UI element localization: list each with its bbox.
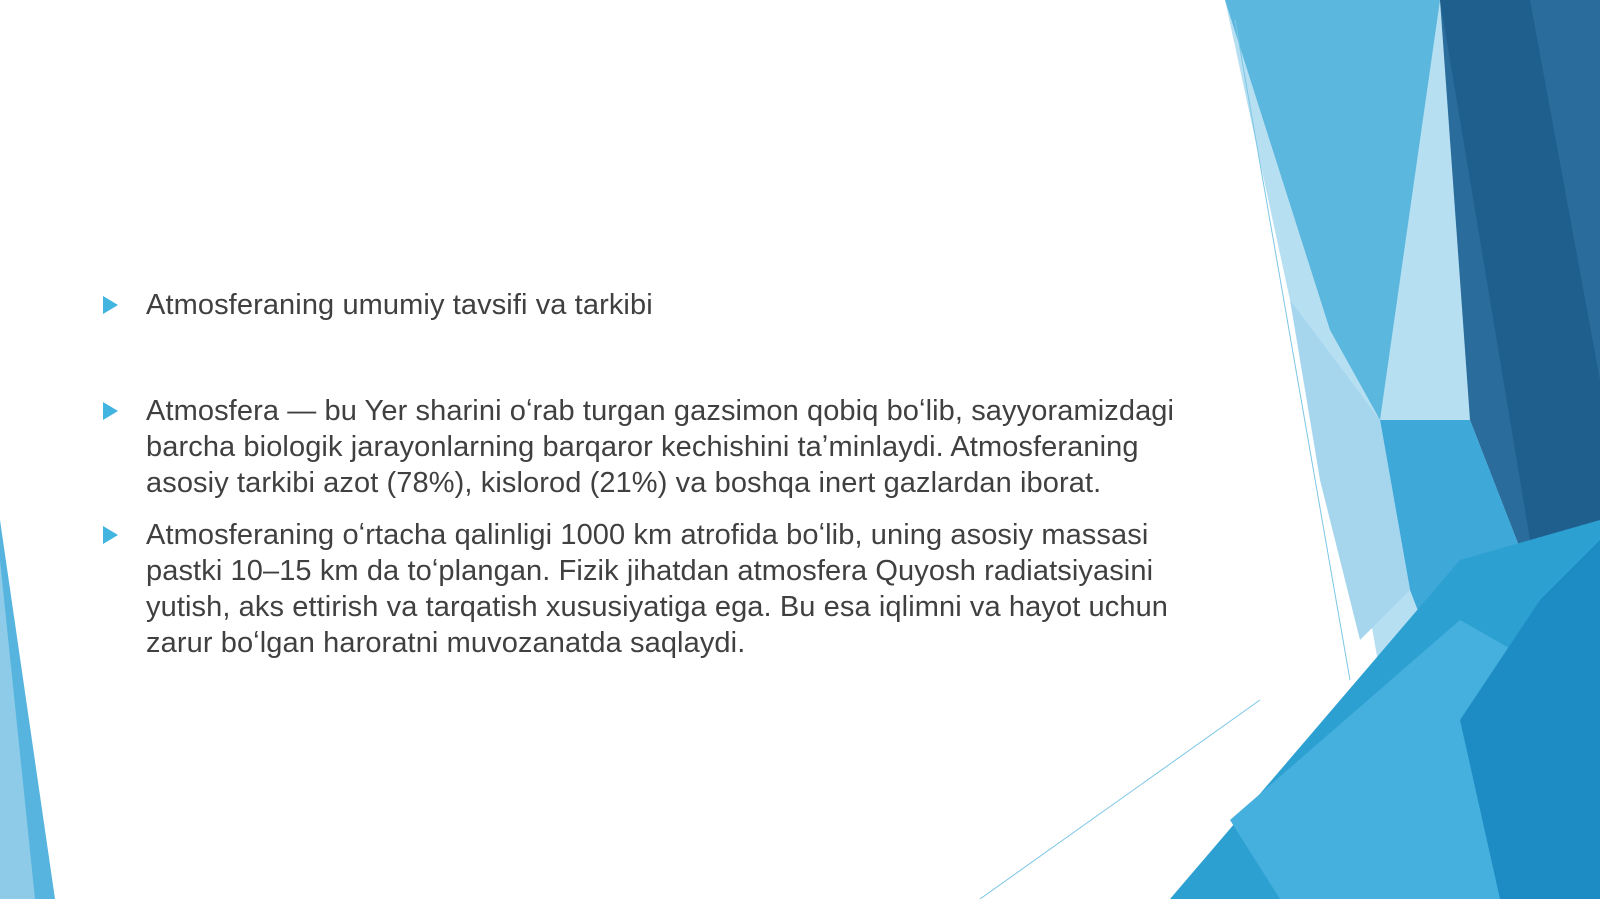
bullet-text: Atmosferaning oʻrtacha qalinligi 1000 km atrofida boʻlib, uning asosiy massasi pastki 10–15 km da toʻplangan. Fizik jihatdan atmosfera Quyosh radiatsiyasini yutish, aks ettirish va tarqatish xususiyatiga ega. Bu esa iqlimni va hayot uchun zarur boʻlgan haroratni muvozanatda saqlaydi. xyxy=(146,519,1169,659)
bullet-text: Atmosfera — bu Yer sharini oʻrab turgan gazsimon qobiq boʻlib, sayyoramizdagi barcha biologik jarayonlarning barqaror kechishini taʼminlaydi. Atmosferaning asosiy tarkibi azot (78%), kislorod (21%) va boshqa inert gazlardan iborat. xyxy=(146,395,1175,499)
bullet-item xyxy=(100,393,1180,501)
triangle-bullet-icon xyxy=(103,526,118,544)
bullet-text: Atmosferaning umumiy tavsifi va tarkibi xyxy=(146,289,653,321)
bullet-item xyxy=(100,287,1180,323)
bullet-list xyxy=(100,287,1180,661)
bullet-item xyxy=(100,517,1180,661)
triangle-bullet-icon xyxy=(103,296,118,314)
triangle-bullet-icon xyxy=(103,402,118,420)
